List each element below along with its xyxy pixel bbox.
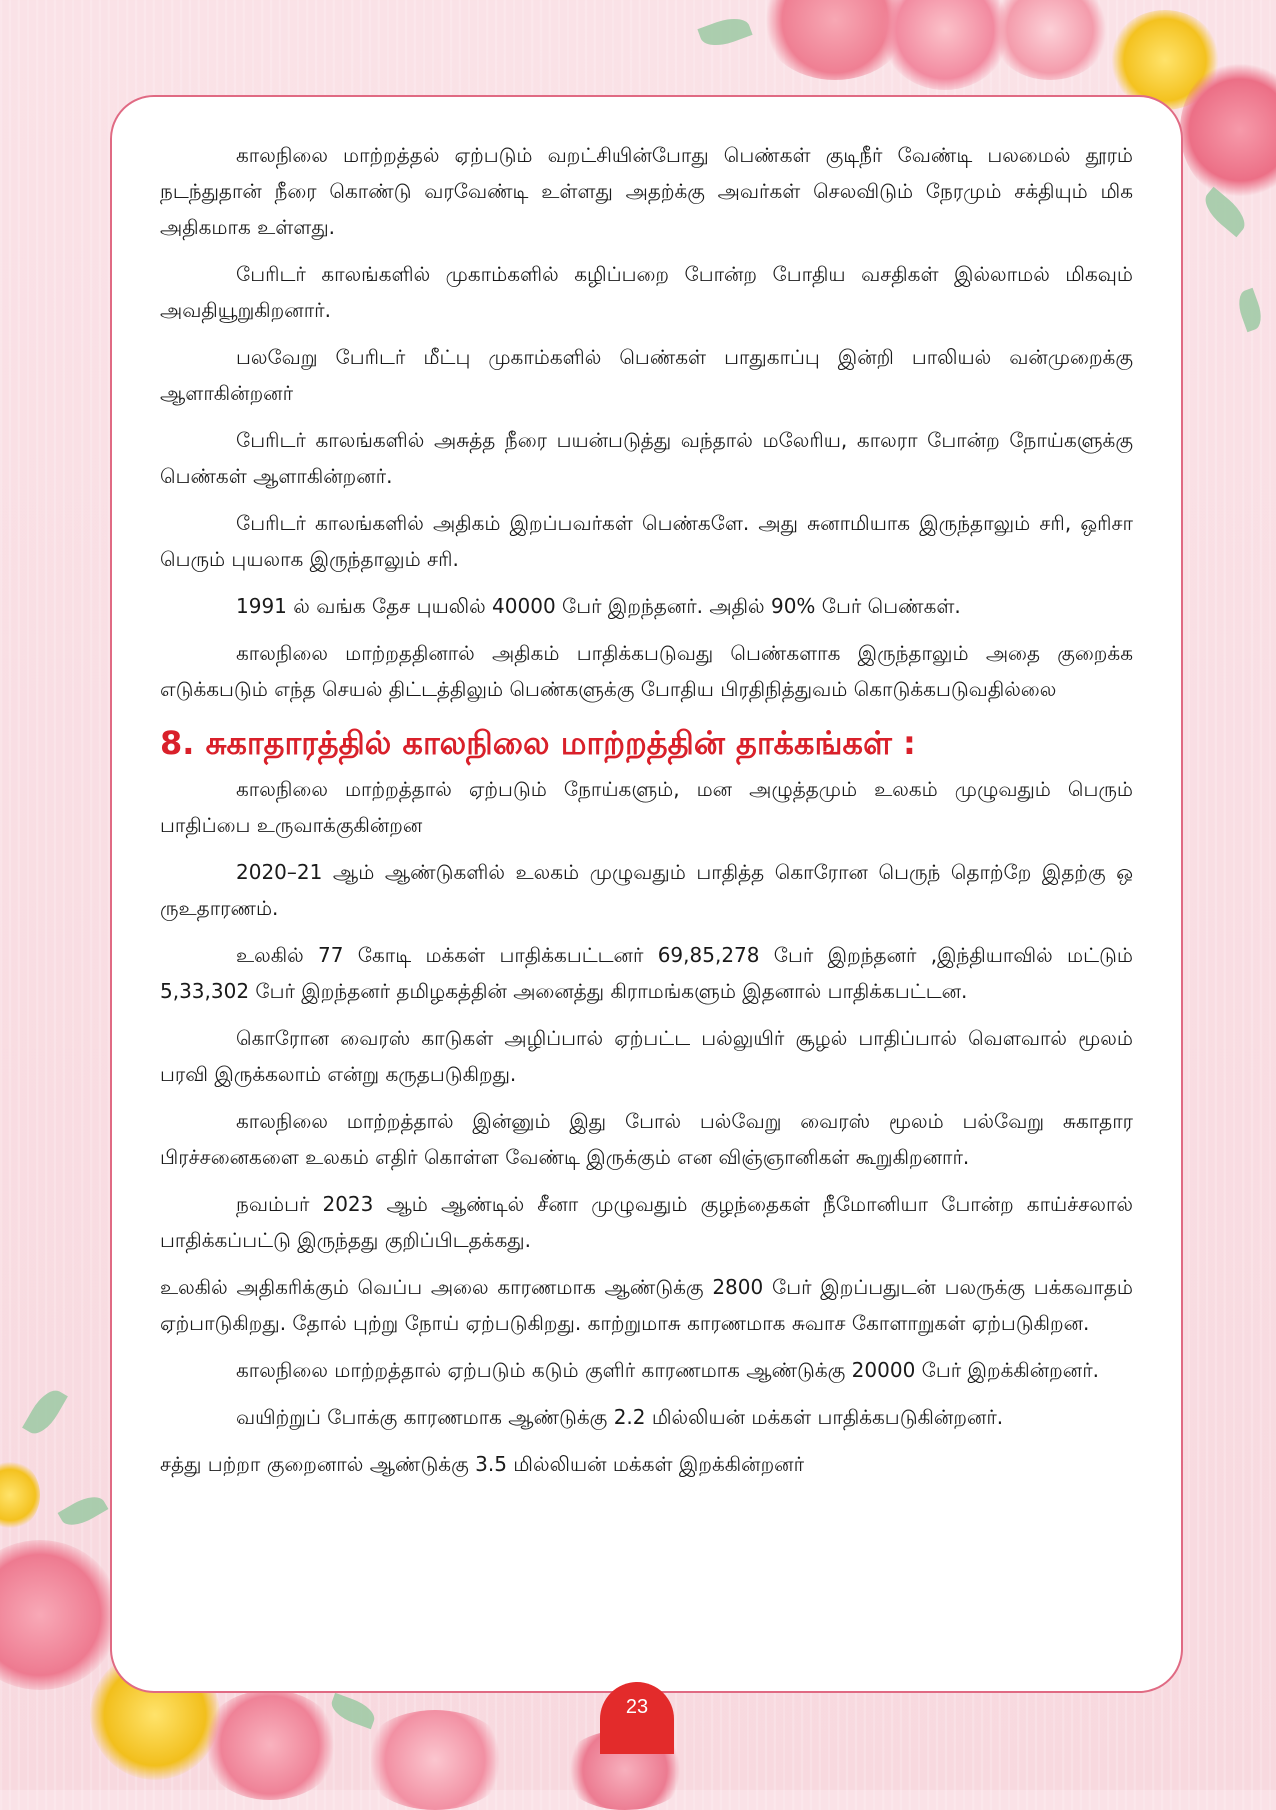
paragraph: கொரோன வைரஸ் காடுகள் அழிப்பால் ஏற்பட்ட பல்லுயிர் சூழல் பாதிப்பால் வௌவால் மூலம் பரவி இருக்கலாம் என்று கருதபடுகிறது. (160, 1026, 1133, 1086)
paragraph: சத்து பற்றா குறைனால் ஆண்டுக்கு 3.5 மில்லியன் மக்கள் இறக்கின்றனர் (160, 1452, 805, 1476)
paragraph: பேரிடர் காலங்களில் அதிகம் இறப்பவர்கள் பெண்களே. அது சுனாமியாக இருந்தாலும் சரி, ஒரிசா பெரும் புயலாக இருந்தாலும் சரி. (160, 511, 1133, 571)
section-heading: 8. சுகாதாரத்தில் காலநிலை மாற்றத்தின் தாக்கங்கள் : (160, 724, 916, 762)
page-number-badge: 23 (600, 1682, 674, 1754)
paragraph: பேரிடர் காலங்களில் அசுத்த நீரை பயன்படுத்து வந்தால் மலேரிய, காலரா போன்ற நோய்களுக்கு பெண்கள் ஆளாகின்றனர். (160, 428, 1133, 488)
paragraph: 2020–21 ஆம் ஆண்டுகளில் உலகம் முழுவதும் பாதித்த கொரோன பெருந் தொற்றே இதற்கு ஒ ருஉதாரணம். (160, 860, 1133, 920)
paragraph: உலகில் அதிகரிக்கும் வெப்ப அலை காரணமாக ஆண்டுக்கு 2800 பேர் இறப்பதுடன் பலருக்கு பக்கவாதம் ஏற்பாடுகிறது. தோல் புற்று நோய் ஏற்படுகிறது. காற்றுமாசு காரணமாக சுவாச கோளாறுகள் ஏற்படுகிறன. (160, 1275, 1133, 1335)
paragraph: வயிற்றுப் போக்கு காரணமாக ஆண்டுக்கு 2.2 மில்லியன் மக்கள் பாதிக்கபடுகின்றனர். (236, 1405, 1004, 1429)
paragraph: பேரிடர் காலங்களில் முகாம்களில் கழிப்பறை போன்ற போதிய வசதிகள் இல்லாமல் மிகவும் அவதியூறுகிறனார். (160, 262, 1133, 322)
paragraph: காலநிலை மாற்றத்தால் இன்னும் இது போல் பல்வேறு வைரஸ் மூலம் பல்வேறு சுகாதார பிரச்சனைகளை உலகம் எதிர் கொள்ள வேண்டி இருக்கும் என விஞ்ஞானிகள் கூறுகிறனார். (160, 1109, 1133, 1169)
paragraph: 1991 ல் வங்க தேச புயலில் 40000 பேர் இறந்தனர். அதில் 90% பேர் பெண்கள். (236, 594, 961, 618)
paragraph: உலகில் 77 கோடி மக்கள் பாதிக்கபட்டனர் 69,85,278 பேர் இறந்தனர் ,இந்தியாவில் மட்டும் 5,33,302 பேர் இறந்தனர் தமிழகத்தின் அனைத்து கிராமங்களும் இதனால் பாதிக்கபட்டன. (160, 943, 1133, 1003)
paragraph: காலநிலை மாற்றத்தல் ஏற்படும் வறட்சியின்போது பெண்கள் குடிநீர் வேண்டி பலமைல் தூரம் நடந்துதான் நீரை கொண்டு வரவேண்டி உள்ளது அதற்க்கு அவர்கள் செலவிடும் நேரமும் சக்தியும் மிக அதிகமாக உள்ளது. (160, 143, 1133, 239)
content-card (110, 95, 1183, 1693)
paragraph: நவம்பர் 2023 ஆம் ஆண்டில் சீனா முழுவதும் குழந்தைகள் நீமோனியா போன்ற காய்ச்சலால் பாதிக்கப்பட்டு இருந்தது குறிப்பிடதக்கது. (160, 1192, 1133, 1252)
paragraph: காலநிலை மாற்றத்தால் ஏற்படும் கடும் குளிர் காரணமாக ஆண்டுக்கு 20000 பேர் இறக்கின்றனர். (236, 1358, 1099, 1382)
paragraph: காலநிலை மாற்றத்தால் ஏற்படும் நோய்களும், மன அழுத்தமும் உலகம் முழுவதும் பெரும் பாதிப்பை உருவாக்குகின்றன (160, 777, 1133, 837)
paragraph: பலவேறு பேரிடர் மீட்பு முகாம்களில் பெண்கள் பாதுகாப்பு இன்றி பாலியல் வன்முறைக்கு ஆளாகின்றனர் (160, 345, 1133, 405)
paragraph: காலநிலை மாற்றததினால் அதிகம் பாதிக்கபடுவது பெண்களாக இருந்தாலும் அதை குறைக்க எடுக்கபடும் எந்த செயல் திட்டத்திலும் பெண்களுக்கு போதிய பிரதிநித்துவம் கொடுக்கபடுவதில்லை (160, 641, 1133, 701)
